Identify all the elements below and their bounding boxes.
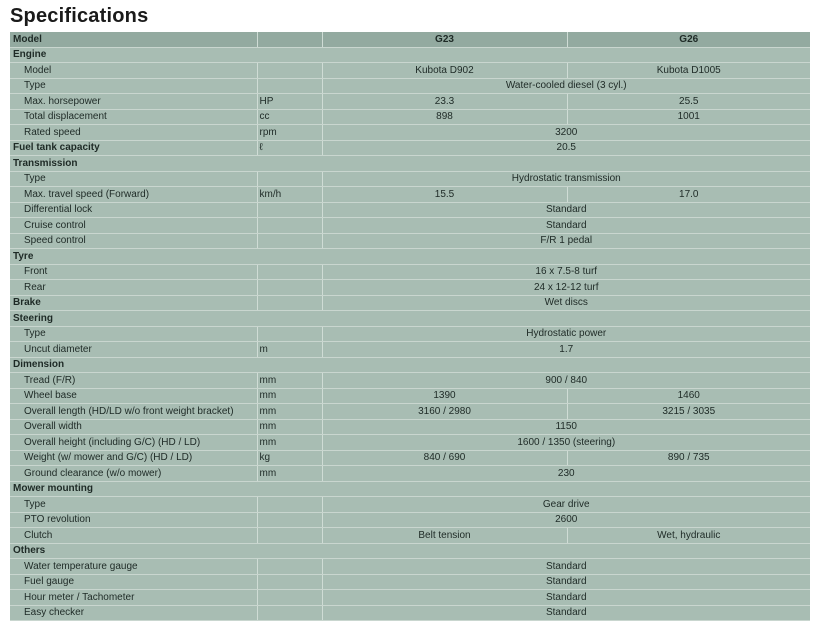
spec-value: Standard bbox=[322, 559, 810, 575]
spec-value-g23: 898 bbox=[322, 109, 567, 125]
spec-row bbox=[10, 512, 810, 528]
spec-label: Easy checker bbox=[10, 605, 257, 621]
spec-label: Type bbox=[10, 497, 257, 513]
spec-label: Model bbox=[10, 63, 257, 79]
spec-label: Brake bbox=[10, 295, 257, 311]
spec-label: Water temperature gauge bbox=[10, 559, 257, 575]
spec-value: 230 bbox=[322, 466, 810, 482]
spec-label: Weight (w/ mower and G/C) (HD / LD) bbox=[10, 450, 257, 466]
spec-row bbox=[10, 295, 810, 311]
spec-label: Type bbox=[10, 78, 257, 94]
spec-value: Standard bbox=[322, 218, 810, 234]
section-label: Others bbox=[10, 543, 810, 559]
spec-row bbox=[10, 171, 810, 187]
spec-row bbox=[10, 109, 810, 125]
specifications-table bbox=[10, 32, 810, 621]
spec-row bbox=[10, 435, 810, 451]
spec-row bbox=[10, 202, 810, 218]
spec-unit: mm bbox=[257, 388, 322, 404]
spec-unit bbox=[257, 63, 322, 79]
table-header-row bbox=[10, 32, 810, 47]
spec-unit bbox=[257, 574, 322, 590]
header-model-label: Model bbox=[10, 32, 257, 47]
spec-value: Hydrostatic power bbox=[322, 326, 810, 342]
spec-unit bbox=[257, 590, 322, 606]
spec-unit: HP bbox=[257, 94, 322, 110]
spec-unit: mm bbox=[257, 373, 322, 389]
section-label: Tyre bbox=[10, 249, 810, 265]
section-label: Dimension bbox=[10, 357, 810, 373]
spec-row bbox=[10, 574, 810, 590]
spec-label: Overall height (including G/C) (HD / LD) bbox=[10, 435, 257, 451]
spec-value-g23: 1390 bbox=[322, 388, 567, 404]
spec-label: Hour meter / Tachometer bbox=[10, 590, 257, 606]
spec-row bbox=[10, 326, 810, 342]
section-label: Transmission bbox=[10, 156, 810, 172]
spec-value-g23: 840 / 690 bbox=[322, 450, 567, 466]
spec-value-g23: 23.3 bbox=[322, 94, 567, 110]
spec-value: 16 x 7.5-8 turf bbox=[322, 264, 810, 280]
spec-label: Rated speed bbox=[10, 125, 257, 141]
spec-label: PTO revolution bbox=[10, 512, 257, 528]
spec-unit bbox=[257, 497, 322, 513]
spec-label: Rear bbox=[10, 280, 257, 296]
spec-unit bbox=[257, 326, 322, 342]
spec-row bbox=[10, 264, 810, 280]
spec-unit: mm bbox=[257, 404, 322, 420]
spec-unit: mm bbox=[257, 466, 322, 482]
spec-value: 1150 bbox=[322, 419, 810, 435]
spec-label: Differential lock bbox=[10, 202, 257, 218]
section-row bbox=[10, 357, 810, 373]
spec-label: Wheel base bbox=[10, 388, 257, 404]
spec-unit bbox=[257, 78, 322, 94]
spec-label: Ground clearance (w/o mower) bbox=[10, 466, 257, 482]
spec-value-g23: 15.5 bbox=[322, 187, 567, 203]
spec-unit bbox=[257, 264, 322, 280]
spec-row bbox=[10, 450, 810, 466]
spec-label: Max. horsepower bbox=[10, 94, 257, 110]
spec-unit: ℓ bbox=[257, 140, 322, 156]
spec-value-g26: 25.5 bbox=[567, 94, 810, 110]
spec-unit bbox=[257, 218, 322, 234]
spec-row bbox=[10, 404, 810, 420]
spec-unit: rpm bbox=[257, 125, 322, 141]
spec-row bbox=[10, 63, 810, 79]
spec-row bbox=[10, 78, 810, 94]
spec-row bbox=[10, 187, 810, 203]
spec-value: F/R 1 pedal bbox=[322, 233, 810, 249]
spec-label: Fuel tank capacity bbox=[10, 140, 257, 156]
spec-value-g23: 3160 / 2980 bbox=[322, 404, 567, 420]
spec-label: Clutch bbox=[10, 528, 257, 544]
spec-label: Cruise control bbox=[10, 218, 257, 234]
spec-row bbox=[10, 419, 810, 435]
spec-row bbox=[10, 140, 810, 156]
section-row bbox=[10, 311, 810, 327]
spec-unit: kg bbox=[257, 450, 322, 466]
spec-unit: cc bbox=[257, 109, 322, 125]
spec-value: Standard bbox=[322, 605, 810, 621]
spec-row bbox=[10, 605, 810, 621]
spec-row bbox=[10, 125, 810, 141]
spec-value: 1.7 bbox=[322, 342, 810, 358]
spec-unit bbox=[257, 512, 322, 528]
spec-row bbox=[10, 466, 810, 482]
spec-value: 24 x 12-12 turf bbox=[322, 280, 810, 296]
spec-value-g23: Kubota D902 bbox=[322, 63, 567, 79]
header-unit-cell bbox=[257, 32, 322, 47]
spec-unit: mm bbox=[257, 435, 322, 451]
spec-unit: m bbox=[257, 342, 322, 358]
spec-unit bbox=[257, 202, 322, 218]
spec-label: Type bbox=[10, 171, 257, 187]
spec-value: 2600 bbox=[322, 512, 810, 528]
spec-row bbox=[10, 94, 810, 110]
spec-label: Speed control bbox=[10, 233, 257, 249]
section-row bbox=[10, 543, 810, 559]
spec-unit bbox=[257, 295, 322, 311]
spec-value-g26: Wet, hydraulic bbox=[567, 528, 810, 544]
spec-row bbox=[10, 218, 810, 234]
section-row bbox=[10, 481, 810, 497]
spec-label: Front bbox=[10, 264, 257, 280]
spec-label: Max. travel speed (Forward) bbox=[10, 187, 257, 203]
spec-unit bbox=[257, 171, 322, 187]
spec-value: Water-cooled diesel (3 cyl.) bbox=[322, 78, 810, 94]
spec-unit: km/h bbox=[257, 187, 322, 203]
spec-unit: mm bbox=[257, 419, 322, 435]
section-label: Mower mounting bbox=[10, 481, 810, 497]
page-title: Specifications bbox=[10, 5, 149, 27]
spec-value-g23: Belt tension bbox=[322, 528, 567, 544]
spec-label: Tread (F/R) bbox=[10, 373, 257, 389]
spec-value-g26: 1460 bbox=[567, 388, 810, 404]
spec-row bbox=[10, 590, 810, 606]
spec-unit bbox=[257, 605, 322, 621]
spec-row bbox=[10, 233, 810, 249]
spec-row bbox=[10, 342, 810, 358]
spec-value: Gear drive bbox=[322, 497, 810, 513]
spec-value-g26: 890 / 735 bbox=[567, 450, 810, 466]
spec-row bbox=[10, 497, 810, 513]
spec-value: Wet discs bbox=[322, 295, 810, 311]
spec-value: Standard bbox=[322, 574, 810, 590]
spec-value: 3200 bbox=[322, 125, 810, 141]
spec-value: 900 / 840 bbox=[322, 373, 810, 389]
section-row bbox=[10, 249, 810, 265]
spec-unit bbox=[257, 233, 322, 249]
spec-unit bbox=[257, 528, 322, 544]
spec-value-g26: Kubota D1005 bbox=[567, 63, 810, 79]
section-label: Steering bbox=[10, 311, 810, 327]
section-label: Engine bbox=[10, 47, 810, 63]
spec-label: Overall width bbox=[10, 419, 257, 435]
header-g26: G26 bbox=[567, 32, 810, 47]
spec-row bbox=[10, 388, 810, 404]
spec-value-g26: 3215 / 3035 bbox=[567, 404, 810, 420]
spec-label: Fuel gauge bbox=[10, 574, 257, 590]
spec-value: Standard bbox=[322, 590, 810, 606]
spec-label: Overall length (HD/LD w/o front weight bracket) bbox=[10, 404, 257, 420]
spec-value: 1600 / 1350 (steering) bbox=[322, 435, 810, 451]
section-row bbox=[10, 47, 810, 63]
spec-value: 20.5 bbox=[322, 140, 810, 156]
spec-label: Uncut diameter bbox=[10, 342, 257, 358]
spec-value: Hydrostatic transmission bbox=[322, 171, 810, 187]
spec-value-g26: 17.0 bbox=[567, 187, 810, 203]
section-row bbox=[10, 156, 810, 172]
spec-label: Type bbox=[10, 326, 257, 342]
spec-row bbox=[10, 528, 810, 544]
spec-row bbox=[10, 280, 810, 296]
spec-value-g26: 1001 bbox=[567, 109, 810, 125]
header-g23: G23 bbox=[322, 32, 567, 47]
spec-label: Total displacement bbox=[10, 109, 257, 125]
spec-unit bbox=[257, 280, 322, 296]
spec-row bbox=[10, 373, 810, 389]
spec-value: Standard bbox=[322, 202, 810, 218]
